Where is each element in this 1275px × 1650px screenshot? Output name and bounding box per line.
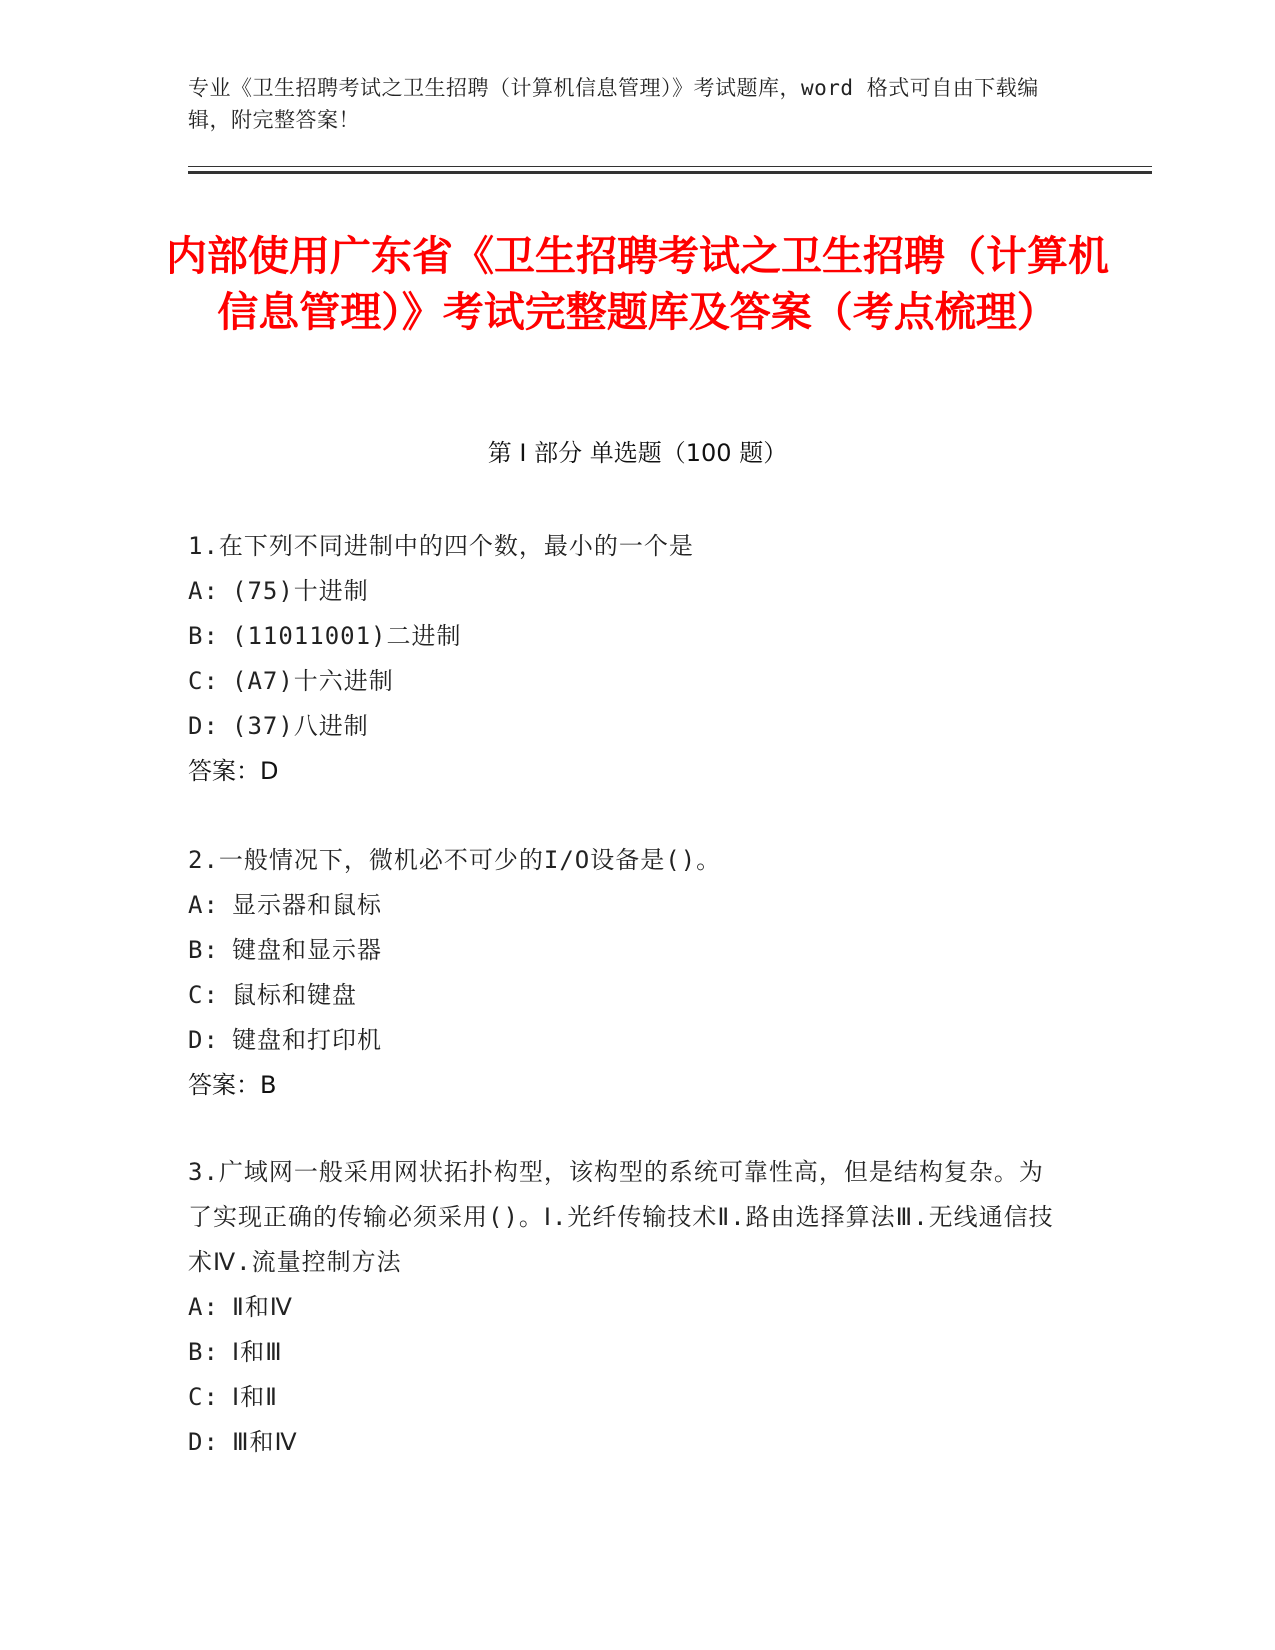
section-title: 第 I 部分 单选题（100 题） [487, 439, 788, 467]
answer-line: 答案：D [188, 757, 279, 785]
option-key: D: [188, 1428, 219, 1456]
question-3 [188, 1150, 1068, 1465]
option-text: 键盘和显示器 [232, 936, 382, 964]
option-text: 显示器和鼠标 [232, 891, 382, 919]
option-key: C: [188, 981, 219, 1009]
option-c [188, 659, 1068, 704]
document-title: 内部使用广东省《卫生招聘考试之卫生招聘（计算机信息管理）》考试完整题库及答案（考点梳理） [166, 232, 1109, 336]
option-key: D: [188, 1026, 219, 1054]
option-key: B: [188, 936, 219, 964]
option-text: Ⅲ和Ⅳ [232, 1428, 298, 1456]
question-2 [188, 838, 1068, 1108]
question-1 [188, 524, 1068, 794]
option-text: (37)八进制 [232, 712, 369, 740]
option-key: C: [188, 667, 219, 695]
option-d [188, 1420, 1068, 1465]
option-b [188, 614, 1068, 659]
option-a [188, 569, 1068, 614]
option-c [188, 1375, 1068, 1420]
question-stem: 1.在下列不同进制中的四个数，最小的一个是 [188, 532, 694, 560]
option-text: (75)十进制 [232, 577, 369, 605]
option-a [188, 883, 1068, 928]
option-key: D: [188, 712, 219, 740]
option-text: Ⅰ和Ⅲ [232, 1338, 283, 1366]
option-key: B: [188, 1338, 219, 1366]
option-key: B: [188, 622, 219, 650]
question-stem: 3.广域网一般采用网状拓扑构型，该构型的系统可靠性高，但是结构复杂。为了实现正确的传输必须采用()。Ⅰ.光纤传输技术Ⅱ.路由选择算法Ⅲ.无线通信技术Ⅳ.流量控制方法 [188, 1158, 1054, 1276]
question-stem: 2.一般情况下，微机必不可少的I/O设备是()。 [188, 846, 722, 874]
option-key: A: [188, 891, 219, 919]
option-d [188, 1018, 1068, 1063]
header-rule-thick [188, 171, 1152, 174]
option-a [188, 1285, 1068, 1330]
option-text: (11011001)二进制 [232, 622, 462, 650]
answer-line: 答案：B [188, 1071, 277, 1099]
option-text: Ⅱ和Ⅳ [232, 1293, 293, 1321]
option-d [188, 704, 1068, 749]
header-rule-thin [188, 166, 1152, 167]
option-text: 键盘和打印机 [232, 1026, 382, 1054]
option-text: Ⅰ和Ⅱ [232, 1383, 278, 1411]
option-b [188, 928, 1068, 973]
header-note: 专业《卫生招聘考试之卫生招聘（计算机信息管理）》考试题库，word 格式可自由下载编辑，附完整答案！ [188, 76, 1039, 132]
option-key: A: [188, 1293, 219, 1321]
option-c [188, 973, 1068, 1018]
option-key: C: [188, 1383, 219, 1411]
option-b [188, 1330, 1068, 1375]
option-text: 鼠标和键盘 [232, 981, 357, 1009]
option-key: A: [188, 577, 219, 605]
option-text: (A7)十六进制 [232, 667, 394, 695]
